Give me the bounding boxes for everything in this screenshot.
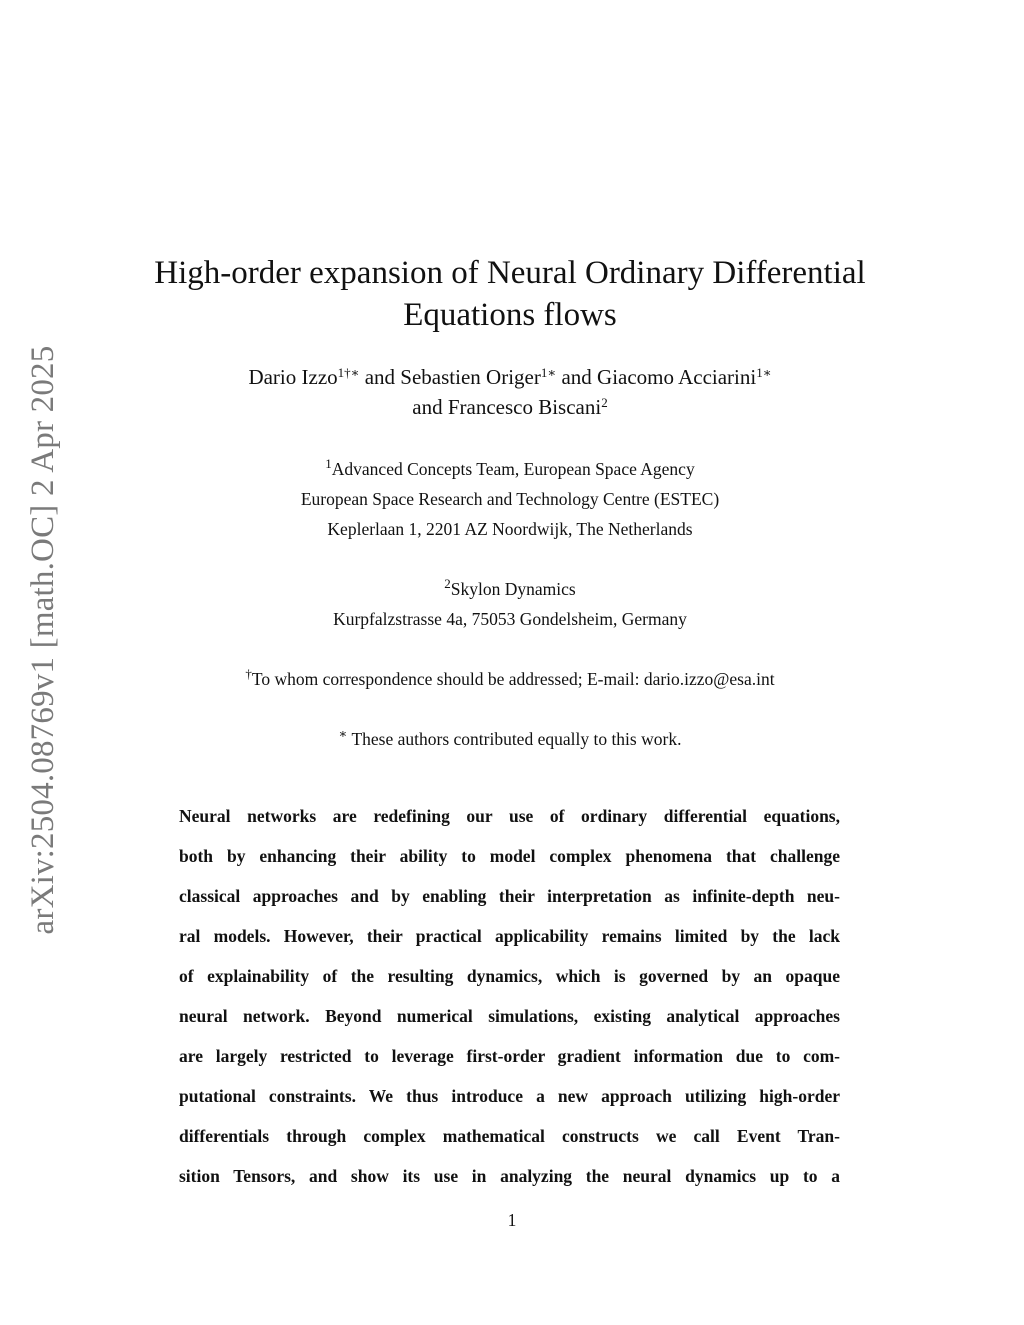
affiliation-esa-mark: 1 bbox=[325, 456, 332, 471]
correspondence-text: To whom correspondence should be addressed; E-mail: dario.izzo@esa.int bbox=[251, 669, 775, 689]
affiliation-skylon-line-2: Kurpfalzstrasse 4a, 75053 Gondelsheim, Germany bbox=[333, 609, 687, 629]
abstract-line: sition Tensors, and show its use in analyzing the neural dynamics up to a bbox=[179, 1166, 840, 1186]
affiliation-esa-line-3: Keplerlaan 1, 2201 AZ Noordwijk, The Netherlands bbox=[327, 519, 693, 539]
affiliation-skylon-mark: 2 bbox=[444, 576, 451, 591]
author-list bbox=[100, 362, 920, 422]
abstract-line: ral models. However, their practical applicability remains limited by the lack bbox=[179, 926, 840, 946]
paper-title bbox=[100, 252, 920, 336]
title-line-1: High-order expansion of Neural Ordinary Differential bbox=[154, 255, 866, 291]
abstract-line: Neural networks are redefining our use of ordinary differential equations, bbox=[179, 806, 840, 826]
abstract-line: classical approaches and by enabling their interpretation as infinite-depth neu- bbox=[179, 886, 840, 906]
affiliation-skylon-name: Skylon Dynamics bbox=[450, 579, 576, 599]
affiliation-esa bbox=[100, 454, 920, 544]
author-line-1 bbox=[100, 362, 920, 392]
correspondence-note bbox=[100, 664, 920, 694]
equal-contribution-text: These authors contributed equally to this work. bbox=[347, 729, 682, 749]
author-line-2 bbox=[100, 392, 920, 422]
page-number: 1 bbox=[507, 1210, 517, 1230]
abstract-line: differentials through complex mathematical constructs we call Event Tran- bbox=[179, 1126, 840, 1146]
title-line-2: Equations flows bbox=[403, 297, 617, 333]
abstract-line: putational constraints. We thus introduce a new approach utilizing high-order bbox=[179, 1086, 840, 1106]
affiliation-esa-name: Advanced Concepts Team, European Space Agency bbox=[331, 459, 695, 479]
author-origer-marks: 1∗ bbox=[540, 365, 557, 380]
author-biscani: and Francesco Biscani bbox=[412, 395, 602, 419]
equal-contribution-note bbox=[100, 724, 920, 754]
affiliation-esa-line-1 bbox=[100, 454, 920, 484]
affiliation-skylon bbox=[100, 574, 920, 634]
correspondence-mark: † bbox=[245, 666, 252, 681]
abstract-line: are largely restricted to leverage first-order gradient information due to com- bbox=[179, 1046, 840, 1066]
author-acciarini-marks: 1∗ bbox=[756, 365, 772, 380]
arxiv-identifier-stamp: arXiv:2504.08769v1 [math.OC] 2 Apr 2025 bbox=[25, 345, 61, 935]
author-izzo: Dario Izzo bbox=[248, 365, 338, 389]
abstract-line: both by enhancing their ability to model complex phenomena that challenge bbox=[179, 846, 840, 866]
affiliation-skylon-line-1 bbox=[100, 574, 920, 604]
equal-contribution-mark: ∗ bbox=[338, 726, 348, 741]
abstract-line: of explainability of the resulting dynamics, which is governed by an opaque bbox=[179, 966, 840, 986]
abstract bbox=[179, 796, 840, 1196]
author-origer: and Sebastien Origer bbox=[359, 365, 541, 389]
author-biscani-marks: 2 bbox=[601, 395, 608, 410]
affiliation-esa-line-2: European Space Research and Technology Centre (ESTEC) bbox=[300, 489, 720, 509]
author-acciarini: and Giacomo Acciarini bbox=[556, 365, 757, 389]
abstract-line: neural network. Beyond numerical simulations, existing analytical approaches bbox=[179, 1006, 840, 1026]
author-izzo-marks: 1†∗ bbox=[337, 365, 360, 380]
